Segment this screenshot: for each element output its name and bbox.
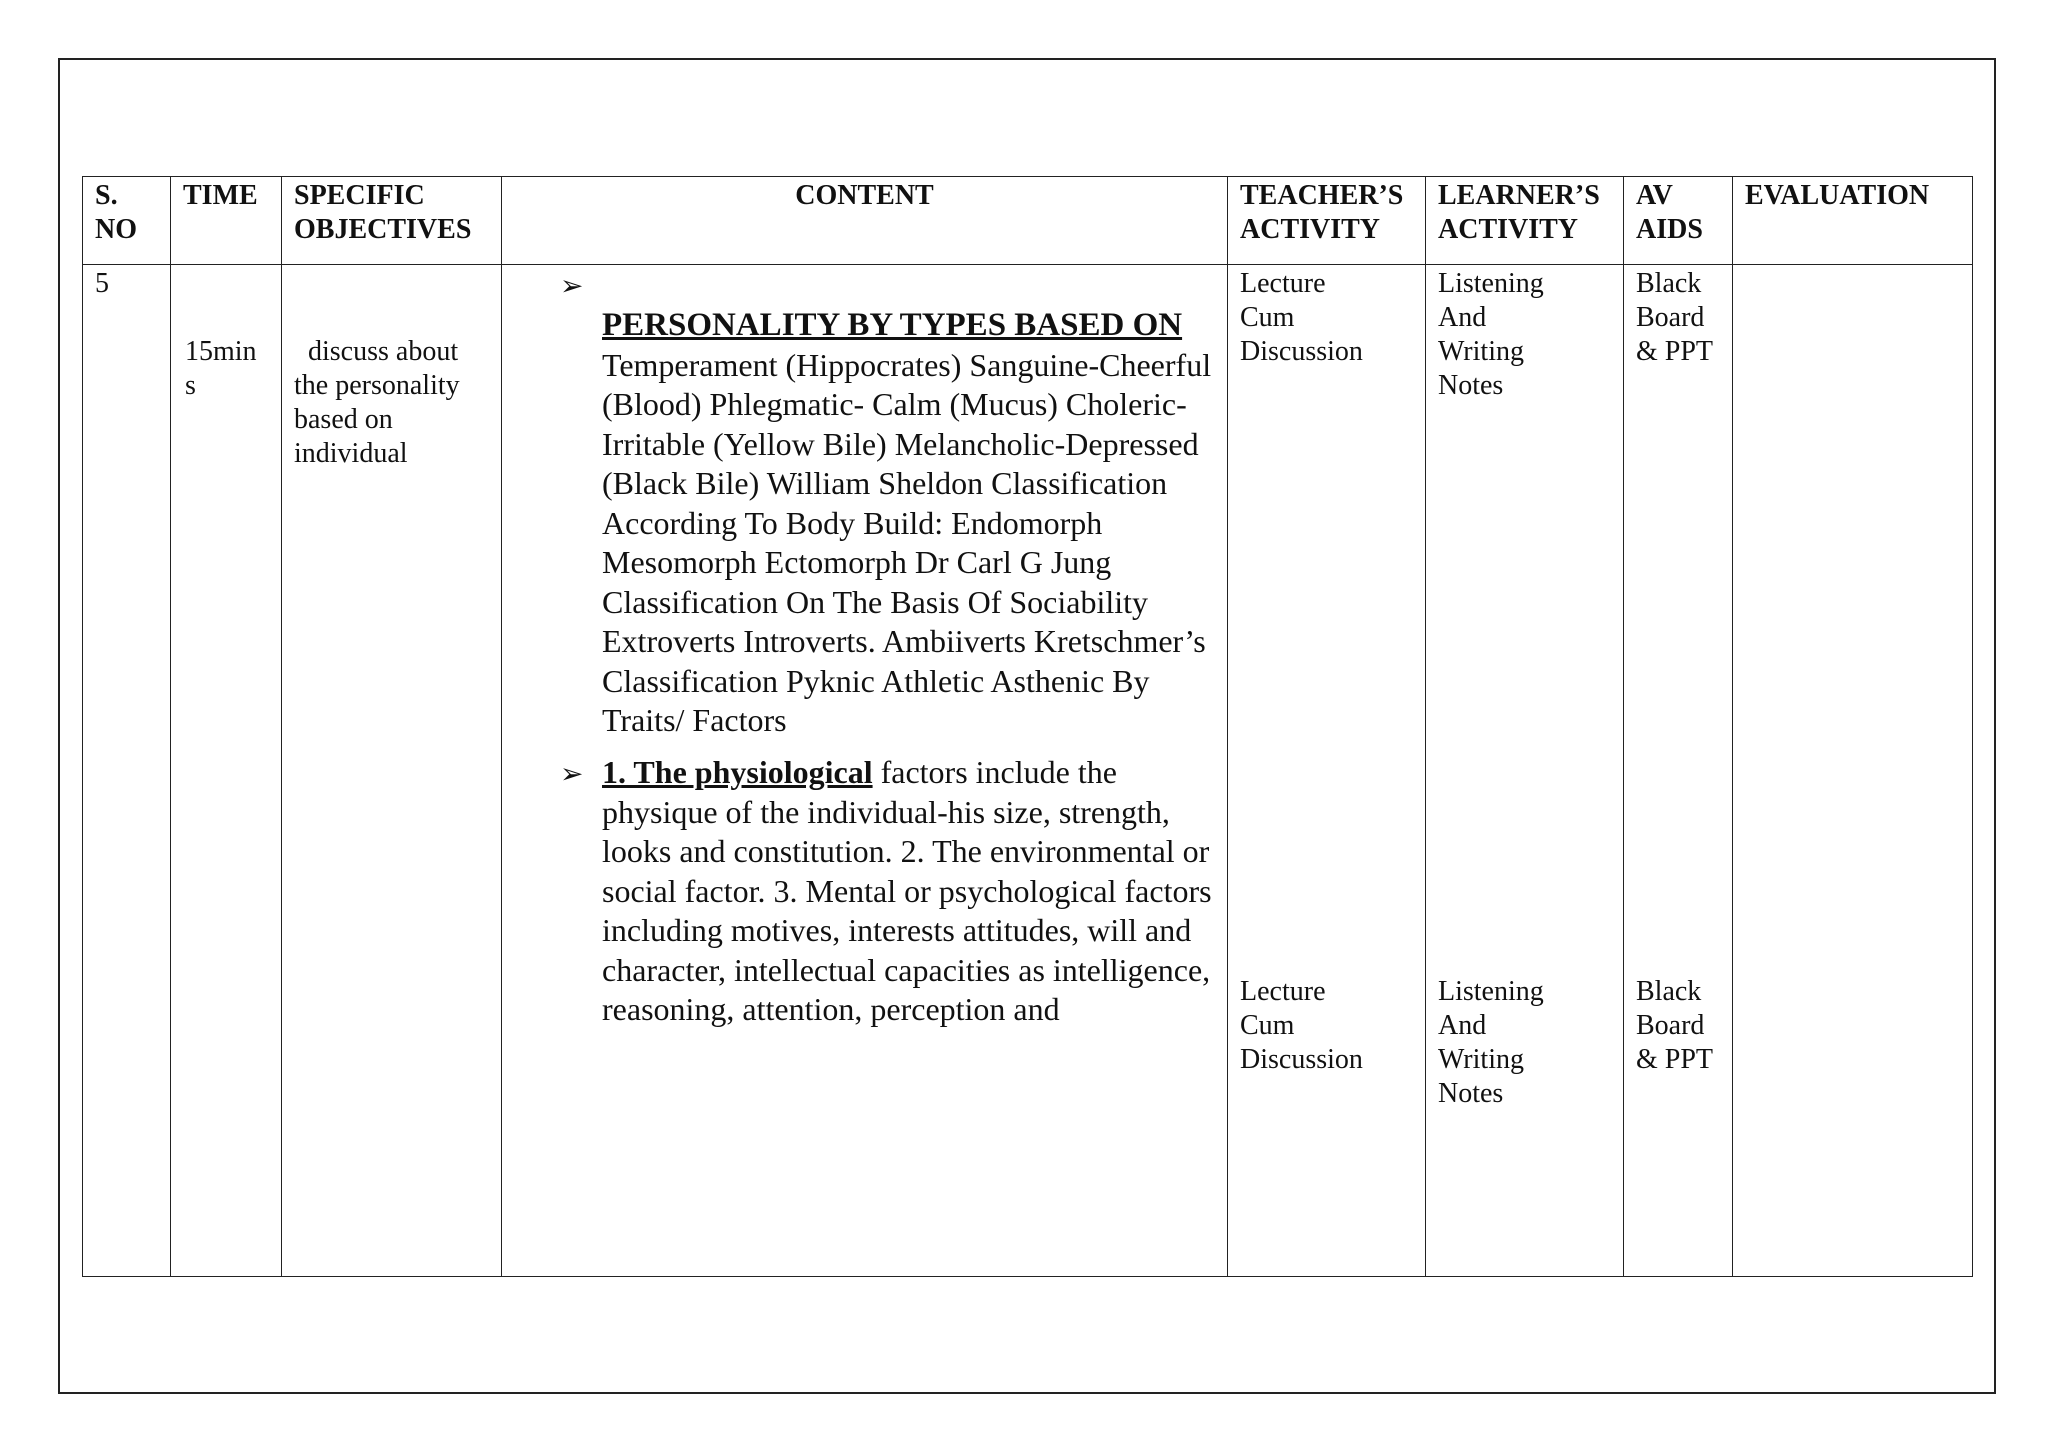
cell-time bbox=[171, 265, 282, 1277]
objective-text: discuss about the personality based on individual bbox=[294, 336, 460, 469]
teacher-activity-2: Lecture Cum Discussion bbox=[1240, 976, 1363, 1075]
content-bullet-1-title: PERSONALITY BY TYPES BASED ON bbox=[602, 307, 1183, 343]
cell-evaluation bbox=[1733, 265, 1973, 1277]
av-aids-2: Black Board & PPT bbox=[1636, 976, 1714, 1075]
header-evaluation: EVALUATION bbox=[1733, 177, 1973, 265]
header-learner-activity: LEARNER’S ACTIVITY bbox=[1426, 177, 1624, 265]
lesson-plan-table bbox=[82, 176, 1973, 1277]
cell-sno bbox=[83, 265, 171, 1277]
content-bullet-2-title: 1. The physiological bbox=[602, 754, 873, 790]
content-bullet-2-text: factors include the physique of the individual-his size, strength, looks and constitution. 2. The environmental or social factor. 3. Mental or psychological factors including motives, interests attitudes, will and character, intellectual capacities as intelligence, reasoning, attention, perception and bbox=[602, 754, 1212, 1027]
time-value: 15min s bbox=[185, 336, 257, 401]
content-bullet-1 bbox=[602, 305, 1214, 741]
av-aids-1: Black Board & PPT bbox=[1636, 268, 1714, 367]
header-sno: S. NO bbox=[83, 177, 171, 265]
cell-learner-activity bbox=[1426, 265, 1624, 1277]
header-objectives: SPECIFIC OBJECTIVES bbox=[282, 177, 502, 265]
content-bullet-2 bbox=[602, 753, 1214, 1030]
bullet-arrow-icon: ➢ bbox=[560, 759, 584, 790]
header-content: CONTENT bbox=[502, 177, 1228, 265]
bullet-arrow-icon: ➢ bbox=[560, 271, 584, 302]
cell-objective bbox=[282, 265, 502, 1277]
table-row bbox=[83, 265, 1973, 1277]
header-time: TIME bbox=[171, 177, 282, 265]
learner-activity-2: Listening And Writing Notes bbox=[1438, 976, 1544, 1109]
teacher-activity-1: Lecture Cum Discussion bbox=[1240, 268, 1363, 367]
sno-value: 5 bbox=[95, 268, 109, 299]
evaluation-value bbox=[1733, 265, 1972, 1274]
header-av-aids: AV AIDS bbox=[1624, 177, 1733, 265]
content-bullet-1-text: Temperament (Hippocrates) Sanguine-Cheerful (Blood) Phlegmatic- Calm (Mucus) Choleric-Irritable (Yellow Bile) Melancholic-Depressed (Black Bile) William Sheldon Classification According To Body Build: Endomorph Mesomorph Ectomorph Dr Carl G Jung Classification On The Basis Of Sociability Extroverts Introverts. Ambiiverts Kretschmer’s Classification Pyknic Athletic Asthenic By Traits/ Factors bbox=[602, 346, 1212, 738]
cell-av-aids bbox=[1624, 265, 1733, 1277]
header-row bbox=[83, 177, 1973, 265]
header-teacher-activity: TEACHER’S ACTIVITY bbox=[1228, 177, 1426, 265]
cell-teacher-activity bbox=[1228, 265, 1426, 1277]
learner-activity-1: Listening And Writing Notes bbox=[1438, 268, 1544, 401]
cell-content bbox=[502, 265, 1228, 1277]
